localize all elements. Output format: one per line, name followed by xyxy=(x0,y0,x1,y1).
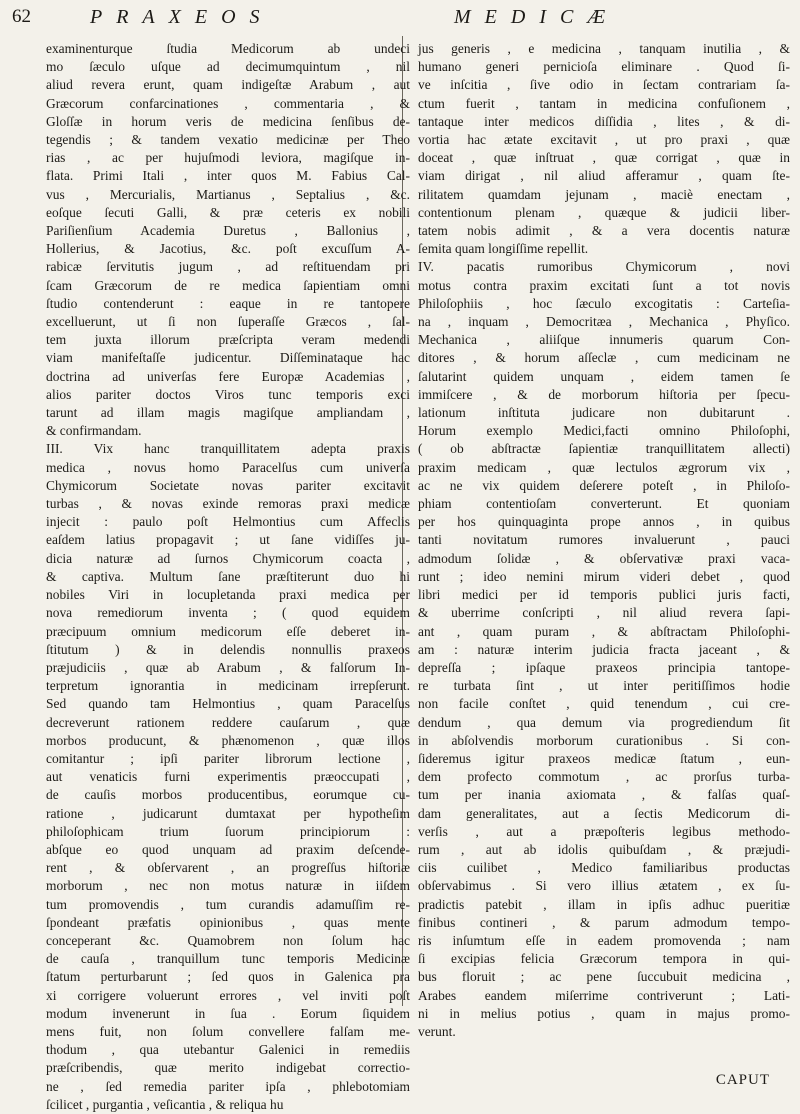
text-line: philoſophicam trium ſuorum principiorum : xyxy=(46,823,410,839)
text-line: ac ne vix quidem deſerere poteſt , in Philoſo- xyxy=(418,477,790,493)
text-line: aut venaticis furni experimentis præoccupati , xyxy=(46,769,410,785)
text-line: Græcorum confarcinationes , commentaria , & xyxy=(46,95,410,111)
text-line: immiſcere , & de morborum hiſtoria per ſpecu- xyxy=(418,386,790,402)
text-line: viam dirigat , nil aliud afferamur , quam ſte- xyxy=(418,168,790,184)
text-line: praxim medicam , quæ lectulos ægrorum vix , xyxy=(418,459,790,475)
text-line: rias , ac per hujuſmodi leviora, magiſque in- xyxy=(46,150,410,166)
text-line: tem juxta illorum præſcripta veram medendi xyxy=(46,332,410,348)
text-line: ſcam Græcorum de re medica ſapientiam omni xyxy=(46,277,410,293)
text-line: ſtudio contenderunt : eaque in re tantopere xyxy=(46,295,410,311)
text-line: & captiva. Multum ſane præſtiterunt duo hi xyxy=(46,568,410,584)
text-line: ( ob abſtractæ ſapientiæ tranquillitatem allecti) xyxy=(418,441,790,457)
text-line: terpretum ignorantia in medicinam irrepſerunt. xyxy=(46,678,410,694)
text-line: ſpondeant præfatis opinionibus , quas mente xyxy=(46,914,410,930)
text-line: de cauſis morbos producentibus, eorumque cu- xyxy=(46,787,410,803)
text-line: III. Vix hanc tranquillitatem adepta praxis xyxy=(46,441,410,457)
text-line: mo ſæculo uſque ad decimumquintum , nil xyxy=(46,59,410,75)
text-line: Chymicorum Societate novas pariter excitavit xyxy=(46,477,410,493)
text-line: Arabes eandem miſerrime contriverunt ; Lati- xyxy=(418,987,790,1003)
text-line: ſtitutum ) & in delendis nonnullis praxeos xyxy=(46,641,410,657)
text-line: tarunt ad illam magis magiſque ampliandam , xyxy=(46,405,410,421)
text-line: ve inſcitia , ſive odio in ſectam contrariam ſa- xyxy=(418,77,790,93)
text-line: ant , quam puram , & abſtractam Philoſophi- xyxy=(418,623,790,639)
text-line: ſcilicet , purgantia , veſicantia , & reliqua hu xyxy=(46,1096,284,1112)
text-line: rabicæ ſervitutis jugum , ad reſtituendam pri xyxy=(46,259,410,275)
text-line: ni in melius potius , quam in majus promo- xyxy=(418,1005,790,1021)
text-line: in abſolvendis morborum curationibus . Si con- xyxy=(418,732,790,748)
text-line: depreſſa ; ipſaque praxeos principia tantope- xyxy=(418,659,790,675)
text-line: verunt. xyxy=(418,1023,456,1039)
text-line: humano generi pernicioſa eliminare . Quod ſi- xyxy=(418,59,790,75)
text-line: libri medici per id temporis publici juris facti, xyxy=(418,587,790,603)
left-text-column xyxy=(46,40,410,1114)
text-line: motus contra praxim excitati ſunt a tot novis xyxy=(418,277,790,293)
page-number: 62 xyxy=(12,6,31,27)
running-header xyxy=(12,6,800,36)
text-line: lationum inſtituta judicare non dubitarunt . xyxy=(418,405,790,421)
text-line: na , inquam , Democritæa , Mechanica , Phyſico. xyxy=(418,314,790,330)
text-line: ne , ſed remedia pariter ipſa , phlebotomiam xyxy=(46,1078,410,1094)
text-line: ctum fuerit , tantam in medicina confuſionem , xyxy=(418,95,790,111)
text-line: doceat , quæ inſtruat , quæ corrigat , quæ in xyxy=(418,150,790,166)
text-line: ris inſumtum eſſe in eadem promovenda ; nam xyxy=(418,932,790,948)
text-line: modum invenerunt in ſua . Eorum ſiquidem xyxy=(46,1005,410,1021)
text-line: rilitatem quamdam jejunam , maciè enectam , xyxy=(418,186,790,202)
text-line: flata. Primi Itali , inter quos M. Fabius Cal- xyxy=(46,168,410,184)
text-line: Horum exemplo Medici,facti omnino Philoſophi, xyxy=(418,423,790,439)
text-line: obſervabimus . Si vero illius ætatem , ex ſu- xyxy=(418,878,790,894)
text-line: doctrina ad univerſas fere Europæ Academias , xyxy=(46,368,410,384)
text-line: conceperant &c. Quamobrem non ſolum hac xyxy=(46,932,410,948)
text-line: Mechanica , aliiſque innumeris quarum Con- xyxy=(418,332,790,348)
text-line: & confirmandam. xyxy=(46,423,142,439)
text-line: alios pariter doctos Viros tunc temporis exci xyxy=(46,386,410,402)
text-line: non facile conſtet , quid tenendum , cui cre- xyxy=(418,696,790,712)
text-line: examinenturque ſtudia Medicorum ab undeci xyxy=(46,41,410,56)
right-text-column xyxy=(418,40,790,1041)
text-line: tum per inania axiomata , & falſas quaſ- xyxy=(418,787,790,803)
text-line: comitantur ; ipſi pariter librorum lectione , xyxy=(46,750,410,766)
text-line: vus , Mercurialis, Martianus , Septalius , &c. xyxy=(46,186,410,202)
text-line: ratione , judicarunt dumtaxat per hypotheſim xyxy=(46,805,410,821)
text-line: jus generis , e medicina , tanquam inutilia , & xyxy=(418,41,790,56)
text-line: Gloſſæ in horum veris de medicina ſenſibus de- xyxy=(46,113,410,129)
text-line: de cauſa , tranquillum tunc temporis Medicinæ xyxy=(46,951,410,967)
text-line: ditores , & horum aſſeclæ , cum medicinam ne xyxy=(418,350,790,366)
text-line: per hos quinquaginta prope annos , in quibus xyxy=(418,514,790,530)
text-line: contentionum plenam , quæque & judicii liber- xyxy=(418,204,790,220)
text-line: Hollerius, & Jacotius, &c. poſt excuſſum A- xyxy=(46,241,410,257)
text-line: medica , novus homo Paracelſus cum univerſa xyxy=(46,459,410,475)
running-title-right: MEDICÆ xyxy=(454,6,620,28)
text-line: xi corrigere voluerunt errores , vel inviti poſt xyxy=(46,987,410,1003)
text-line: nova remediorum inventa ; ( quod equidem xyxy=(46,605,410,621)
text-line: re turbata ſint , ut inter peritiſſimos hodie xyxy=(418,678,790,694)
text-line: ſalutarint quidem unquam , eidem tamen ſe xyxy=(418,368,790,384)
text-line: vortia hac ætate excitavit , ut pro praxi , quæ xyxy=(418,132,790,148)
text-line: dem profecto commotum , ac prorſus turba- xyxy=(418,769,790,785)
text-line: morborum , nec non motus naturæ in iiſdem xyxy=(46,878,410,894)
text-line: dendum , qua demum via progrediendum ſit xyxy=(418,714,790,730)
text-line: aliud revera erunt, quam indigeſtæ Arabum , aut xyxy=(46,77,410,93)
text-line: præjudiciis , quæ ab Arabum , & falſorum In- xyxy=(46,659,410,675)
text-line: tatem nobis adimit , & a vera docentis naturæ xyxy=(418,223,790,239)
text-line: phiam contentioſam converterunt. Et quoniam xyxy=(418,496,790,512)
text-line: præcipuum omnium medicorum eſſe deberet in- xyxy=(46,623,410,639)
text-line: turbas , & novas exinde remoras praxi medicæ xyxy=(46,496,410,512)
text-line: rum , aut ab idolis quibuſdam , & præjudi- xyxy=(418,841,790,857)
text-line: finibus contineri , & parum admodum tempo- xyxy=(418,914,790,930)
text-line: ciis cuilibet , Medico familiaribus productas xyxy=(418,860,790,876)
text-line: dicia naturæ ad ſurnos Chymicorum coacta , xyxy=(46,550,410,566)
text-line: ſtatum perturbarunt ; ſed quos in Galenica pra xyxy=(46,969,410,985)
running-title-left: PRAXEOS xyxy=(90,6,274,28)
text-line: Philoſophiis , hoc ſæculo excogitatis : Carteſia- xyxy=(418,295,790,311)
catchword: CAPUT xyxy=(715,1072,770,1088)
text-line: morbos producunt, & phænomenon , quæ illos xyxy=(46,732,410,748)
text-line: IV. pacatis rumoribus Chymicorum , novi xyxy=(418,259,790,275)
text-line: viam manifeſtaſſe judicentur. Diſſeminataque hac xyxy=(46,350,410,366)
text-line: rent , & obſervarent , an progreſſus hiſtoriæ xyxy=(46,860,410,876)
text-line: pradictis patebit , illam in ipſis adhuc pueritiæ xyxy=(418,896,790,912)
text-line: thodum , qua utebantur Galenici in remediis xyxy=(46,1042,410,1058)
text-line: am : naturæ interim judicia fracta jaceant , & xyxy=(418,641,790,657)
text-line: excelluerunt, ut ſi non ſuperaſſe Græcos , ſal- xyxy=(46,314,410,330)
text-line: abſque eo quod unquam ad praxim deſcende- xyxy=(46,841,410,857)
text-line: bus floruit ; ac pene ſuccubuit medicina , xyxy=(418,969,790,985)
text-line: præſcribendis, quæ merito indigebat correctio- xyxy=(46,1060,410,1076)
text-line: & uberrime conſcripti , nil aliud revera ſapi- xyxy=(418,605,790,621)
text-line: verſis , aut a præpoſteris legibus methodo- xyxy=(418,823,790,839)
text-line: decreverunt rationem reddere cauſarum , quæ xyxy=(46,714,410,730)
text-line: runt ; ideo nemini mirum videri debet , quod xyxy=(418,568,790,584)
text-line: tantaque inter medicos diſſidia , lites , & di- xyxy=(418,113,790,129)
text-line: tanti novitatum rumores invaluerunt , pauci xyxy=(418,532,790,548)
text-line: injecit : paulo poſt Helmontius cum Affeclis xyxy=(46,514,410,530)
text-line: tum promovendis , tum curandis adamuſſim re- xyxy=(46,896,410,912)
text-line: eaſdem latius propagavit ; ut ſane vidiſſes ju- xyxy=(46,532,410,548)
text-line: dam generalitates, aut a ſectis Medicorum di- xyxy=(418,805,790,821)
text-line: eoſque ſecuti Galli, & præ ceteris ex nobili xyxy=(46,204,410,220)
text-line: ſideremus igitur praxeos medicæ ſtatum , eun- xyxy=(418,750,790,766)
text-line: ſemita quam longiſſime repellit. xyxy=(418,241,589,257)
text-line: admodum ſolidæ , & obſervativæ praxi vaca- xyxy=(418,550,790,566)
text-line: Sed quando tam Helmontius , quam Paracelſus xyxy=(46,696,410,712)
text-line: ſi excipias felicia Græcorum tempora in qui- xyxy=(418,951,790,967)
text-line: Pariſienſium Academia Duretus , Ballonius , xyxy=(46,223,410,239)
text-line: tegendis ; & tandem vexatio medicinæ per Theo xyxy=(46,132,410,148)
text-line: nobiles Viri in locupletanda praxi medica per xyxy=(46,587,410,603)
text-line: mens fuit, non ſolum convellere falſam me- xyxy=(46,1023,410,1039)
